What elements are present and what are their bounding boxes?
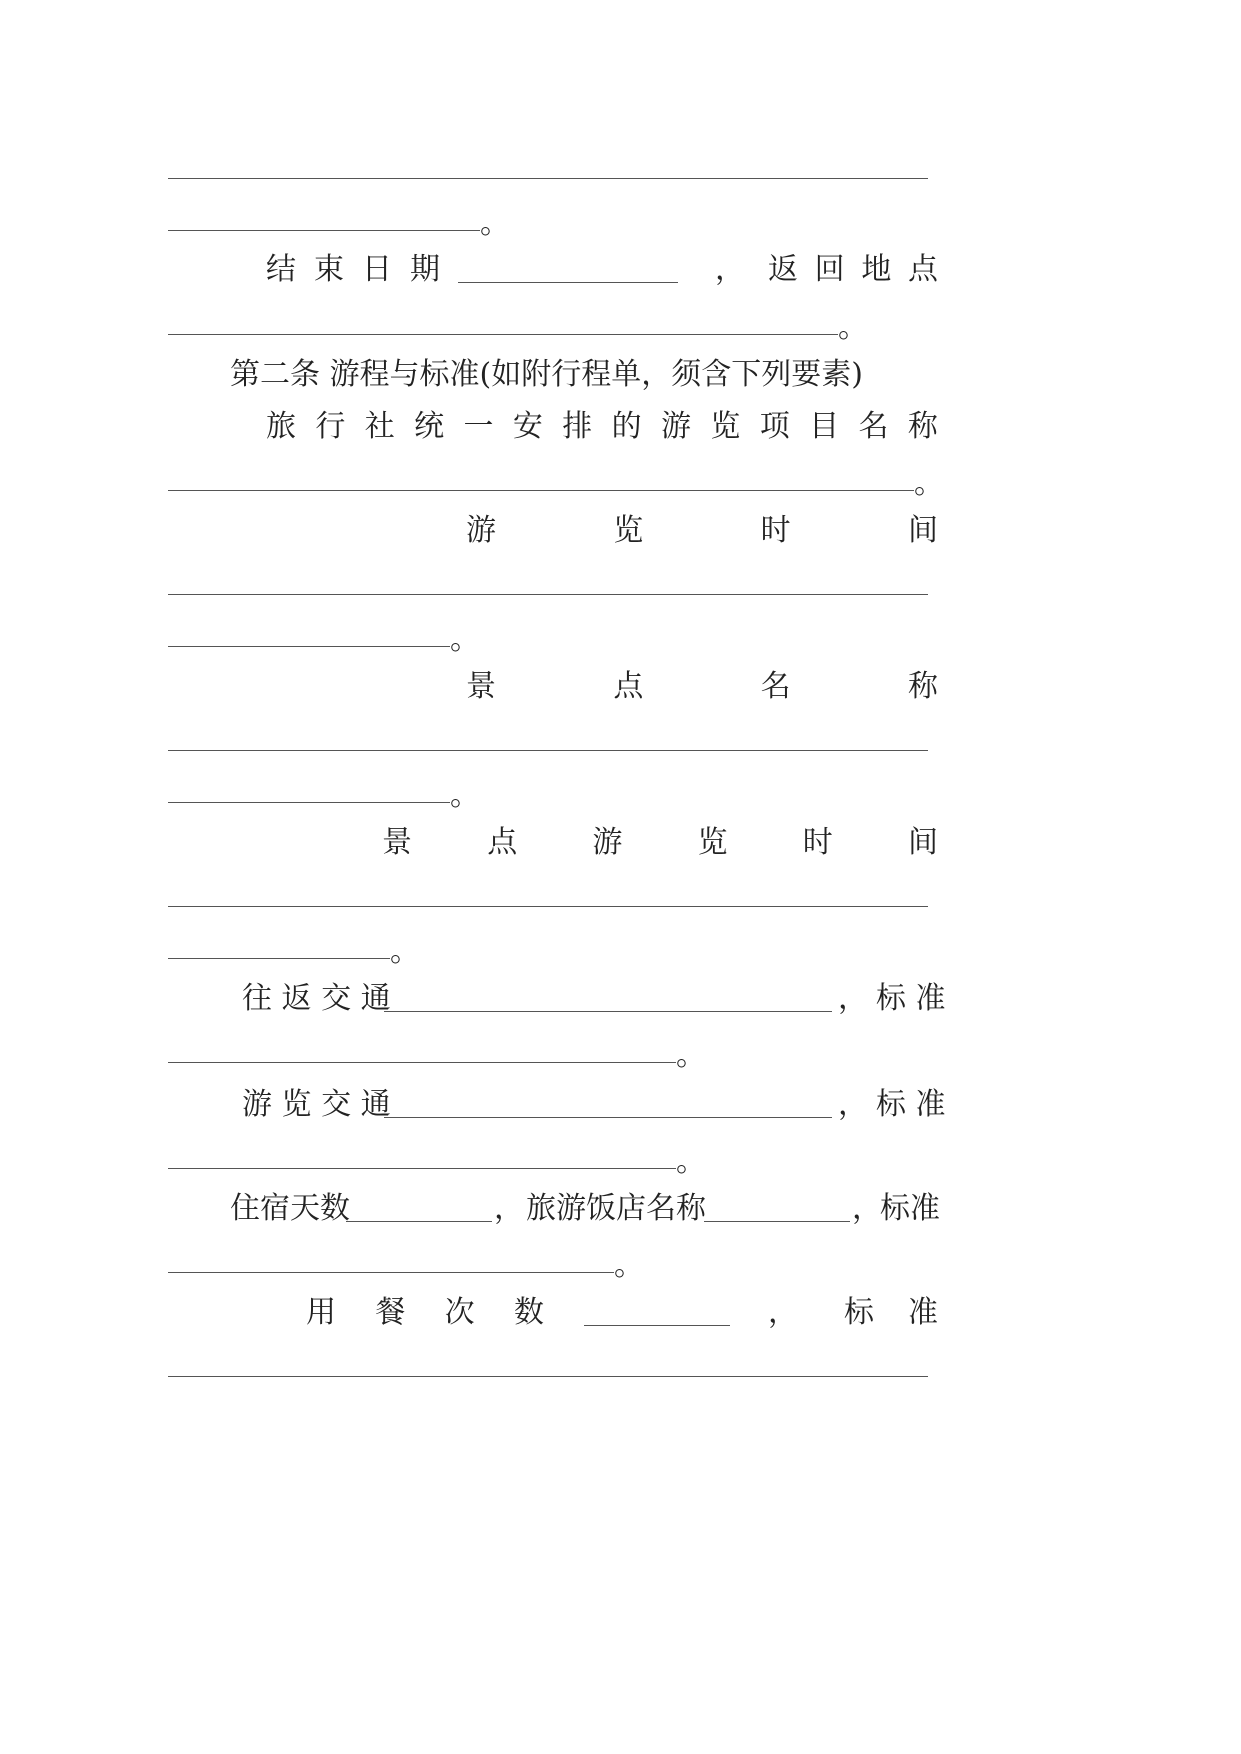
return-place-row: 返 回 地 点 [768,252,938,287]
lodging-days-label: 住宿天数 [230,1191,350,1226]
period: 。 [390,934,420,969]
sight-transport-standard-blank [168,1168,676,1169]
period: 。 [450,778,480,813]
comma: ， [852,1191,882,1226]
article-2-heading: 第二条 游程与标准(如附行程单，须含下列要素) [230,357,863,392]
hotel-name-label: 旅游饭店名称 [526,1191,706,1226]
lodging-standard-label: 标准 [880,1191,940,1226]
lodging-standard-blank [168,1272,614,1273]
end-date-row: 结 束 日 期 [266,252,440,287]
tour-time-blank [168,594,928,595]
lodging-days-blank [346,1221,492,1222]
round-transport-blank [384,1011,832,1012]
meals-count-blank [584,1325,730,1326]
round-transport-label: 往 返 交 通 [242,981,391,1016]
comma: ， [838,1087,868,1122]
spot-time-blank [168,906,928,907]
period: 。 [614,1248,644,1283]
comma: ， [715,252,745,287]
meals-standard-row: 标 准 [844,1295,938,1330]
blank-line [168,178,928,179]
spot-name-row: 景 点 名 称 [466,669,938,704]
standard-label: 标 准 [876,981,946,1016]
period: 。 [450,622,480,657]
sight-transport-blank [384,1117,832,1118]
spot-name-blank [168,750,928,751]
meals-standard-blank [168,1376,928,1377]
meals-row: 用 餐 次 数 [306,1295,544,1330]
items-name-blank [168,490,914,491]
period: 。 [838,310,868,345]
spot-name-blank [168,802,450,803]
end-date-blank [458,282,678,283]
comma: ， [838,981,868,1016]
tour-time-blank [168,646,450,647]
spot-time-row: 景 点 游 览 时 间 [382,825,938,860]
tour-time-row: 游 览 时 间 [466,513,938,548]
period: 。 [914,466,944,501]
comma: ， [768,1295,798,1330]
items-name-row: 旅 行 社 统 一 安 排 的 游 览 项 目 名 称 [266,409,938,444]
period: 。 [676,1144,706,1179]
sight-transport-label: 游 览 交 通 [242,1087,391,1122]
return-place-blank [168,334,838,335]
round-transport-standard-blank [168,1062,676,1063]
period: 。 [480,206,510,241]
period: 。 [676,1038,706,1073]
standard-label: 标 准 [876,1087,946,1122]
blank-line [168,230,480,231]
spot-time-blank [168,958,390,959]
comma: ， [494,1191,524,1226]
hotel-name-blank [704,1221,850,1222]
